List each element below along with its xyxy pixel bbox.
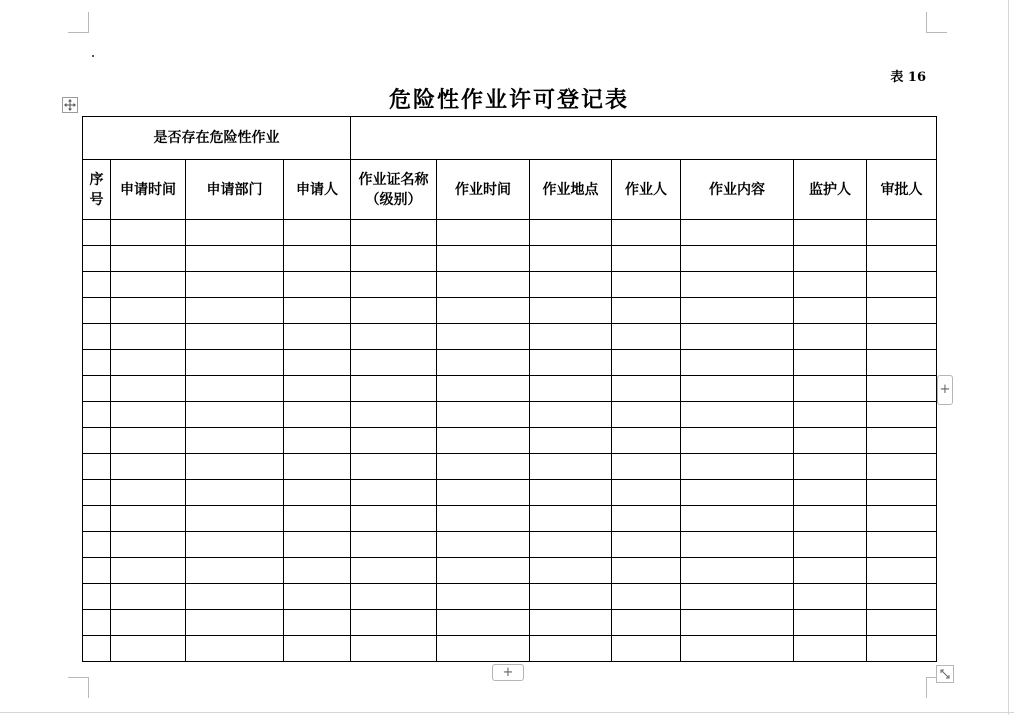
table-cell[interactable] [351,402,437,428]
table-cell[interactable] [351,506,437,532]
paragraph-dot [92,55,94,57]
table-cell[interactable] [612,454,681,480]
table-cell[interactable] [612,558,681,584]
table-cell[interactable] [351,610,437,636]
table-row [83,298,937,324]
table-cell[interactable] [867,220,937,246]
table-cell[interactable] [867,506,937,532]
table-cell[interactable] [284,454,351,480]
header-work-time: 作业时间 [437,160,530,220]
table-cell[interactable] [612,428,681,454]
table-cell[interactable] [794,584,867,610]
table-row [83,610,937,636]
margin-corner-bottom-left [68,677,89,698]
table-cell[interactable] [284,350,351,376]
table-code: 表 16 [890,70,926,85]
table-cell[interactable] [530,636,612,662]
margin-corner-top-left [68,12,89,33]
table-cell[interactable] [437,376,530,402]
table-cell[interactable] [83,506,111,532]
page-edge-right [1008,0,1009,715]
table-cell[interactable] [867,402,937,428]
table-resize-handle[interactable] [936,665,954,683]
table-cell[interactable] [437,272,530,298]
header-permit-name-line-1: 作业证名称 [358,171,429,188]
table-cell[interactable] [530,246,612,272]
table-cell[interactable] [111,220,186,246]
table-row [83,376,937,402]
header-permit-name [351,160,437,220]
table-cell[interactable] [612,350,681,376]
table-cell[interactable] [437,610,530,636]
table-cell[interactable] [437,454,530,480]
table-cell[interactable] [867,246,937,272]
table-cell[interactable] [681,220,794,246]
table-cell[interactable] [83,636,111,662]
table-cell[interactable] [794,558,867,584]
header-approver: 审批人 [867,160,937,220]
table-cell[interactable] [794,220,867,246]
table-row [83,220,937,246]
table-cell[interactable] [794,298,867,324]
table-cell[interactable] [794,506,867,532]
table-cell[interactable] [284,584,351,610]
table-cell[interactable] [437,350,530,376]
table-cell[interactable] [284,558,351,584]
header-apply-dept: 申请部门 [186,160,284,220]
hazard-question-answer-cell[interactable] [351,117,937,160]
table-cell[interactable] [681,298,794,324]
table-row [83,636,937,662]
table-cell[interactable] [351,272,437,298]
table-cell[interactable] [681,636,794,662]
table-cell[interactable] [351,246,437,272]
table-cell[interactable] [530,220,612,246]
table-cell[interactable] [437,324,530,350]
table-cell[interactable] [681,558,794,584]
table-cell[interactable] [186,584,284,610]
header-seq-line-2: 号 [89,191,104,208]
table-cell[interactable] [186,246,284,272]
table-cell[interactable] [83,428,111,454]
table-cell[interactable] [186,558,284,584]
table-cell[interactable] [83,272,111,298]
table-cell[interactable] [612,636,681,662]
table-cell[interactable] [186,454,284,480]
table-cell[interactable] [83,324,111,350]
table-cell[interactable] [437,636,530,662]
table-row [83,532,937,558]
table-cell[interactable] [681,610,794,636]
table-cell[interactable] [794,402,867,428]
table-cell[interactable] [612,506,681,532]
table-cell[interactable] [612,584,681,610]
table-cell[interactable] [867,532,937,558]
table-cell[interactable] [186,506,284,532]
table-cell[interactable] [530,584,612,610]
table-cell[interactable] [284,402,351,428]
table-cell[interactable] [111,610,186,636]
table-cell[interactable] [867,454,937,480]
table-cell[interactable] [351,584,437,610]
table-cell[interactable] [83,558,111,584]
table-cell[interactable] [794,480,867,506]
table-cell[interactable] [794,428,867,454]
table-cell[interactable] [83,454,111,480]
table-cell[interactable] [83,402,111,428]
table-cell[interactable] [612,480,681,506]
table-cell[interactable] [530,480,612,506]
table-cell[interactable] [83,532,111,558]
table-cell[interactable] [437,558,530,584]
table-cell[interactable] [186,220,284,246]
table-cell[interactable] [111,584,186,610]
table-cell[interactable] [351,376,437,402]
table-cell[interactable] [186,298,284,324]
table-cell[interactable] [867,610,937,636]
header-applicant: 申请人 [284,160,351,220]
table-cell[interactable] [351,324,437,350]
table-cell[interactable] [83,298,111,324]
table-cell[interactable] [284,480,351,506]
table-cell[interactable] [111,350,186,376]
table-row [83,558,937,584]
table-cell[interactable] [867,584,937,610]
header-seq [83,160,111,220]
table-cell[interactable] [612,220,681,246]
table-cell[interactable] [437,402,530,428]
table-cell[interactable] [530,454,612,480]
table-cell[interactable] [284,428,351,454]
diagonal-resize-icon [940,669,950,679]
table-cell[interactable] [186,324,284,350]
table-cell[interactable] [351,428,437,454]
table-row [83,350,937,376]
table-cell[interactable] [867,558,937,584]
table-cell[interactable] [284,506,351,532]
table-cell[interactable] [530,558,612,584]
table-cell[interactable] [867,376,937,402]
table-cell[interactable] [111,246,186,272]
table-cell[interactable] [794,324,867,350]
table-cell[interactable] [186,272,284,298]
table-cell[interactable] [186,532,284,558]
table-cell[interactable] [612,610,681,636]
header-seq-line-1: 序 [89,171,104,188]
table-cell[interactable] [111,506,186,532]
add-row-button[interactable]: + [492,664,524,681]
table-cell[interactable] [111,402,186,428]
table-cell[interactable] [437,428,530,454]
table-cell[interactable] [681,272,794,298]
table-cell[interactable] [437,298,530,324]
table-cell[interactable] [284,610,351,636]
table-cell[interactable] [794,272,867,298]
hazard-question-label: 是否存在危险性作业 [83,117,351,160]
table-cell[interactable] [681,324,794,350]
table-cell[interactable] [867,480,937,506]
table-cell[interactable] [681,480,794,506]
table-row [83,584,937,610]
table-cell[interactable] [83,350,111,376]
table-cell[interactable] [681,428,794,454]
table-cell[interactable] [530,506,612,532]
table-cell[interactable] [284,298,351,324]
table-cell[interactable] [351,636,437,662]
table-row [83,324,937,350]
table-cell[interactable] [284,220,351,246]
table-cell[interactable] [530,376,612,402]
table-cell[interactable] [530,532,612,558]
table-cell[interactable] [437,246,530,272]
table-cell[interactable] [612,272,681,298]
table-cell[interactable] [612,298,681,324]
table-cell[interactable] [612,246,681,272]
table-cell[interactable] [284,376,351,402]
header-guardian: 监护人 [794,160,867,220]
table-cell[interactable] [83,584,111,610]
table-cell[interactable] [186,610,284,636]
table-cell[interactable] [437,584,530,610]
table-cell[interactable] [111,558,186,584]
table-cell[interactable] [437,506,530,532]
table-cell[interactable] [83,220,111,246]
header-work-content: 作业内容 [681,160,794,220]
table-cell[interactable] [612,402,681,428]
table-cell[interactable] [867,636,937,662]
table-cell[interactable] [681,350,794,376]
table-cell[interactable] [681,506,794,532]
table-cell[interactable] [794,532,867,558]
table-cell[interactable] [794,350,867,376]
table-cell[interactable] [681,454,794,480]
table-cell[interactable] [111,298,186,324]
table-cell[interactable] [83,480,111,506]
hazard-question-row [83,117,937,160]
table-cell[interactable] [83,376,111,402]
table-cell[interactable] [530,350,612,376]
table-row [83,480,937,506]
table-cell[interactable] [111,636,186,662]
table-cell[interactable] [794,636,867,662]
table-cell[interactable] [437,480,530,506]
table-cell[interactable] [437,220,530,246]
table-cell[interactable] [351,480,437,506]
header-permit-name-line-2: （级别） [365,191,422,208]
permit-register-table [82,116,937,662]
table-row [83,454,937,480]
table-cell[interactable] [351,454,437,480]
table-cell[interactable] [284,272,351,298]
page-edge-bottom [0,712,1014,713]
table-cell[interactable] [681,532,794,558]
table-cell[interactable] [351,298,437,324]
table-cell[interactable] [867,324,937,350]
table-cell[interactable] [284,636,351,662]
header-work-location: 作业地点 [530,160,612,220]
table-row [83,246,937,272]
table-cell[interactable] [111,428,186,454]
table-cell[interactable] [681,584,794,610]
table-cell[interactable] [111,376,186,402]
move-arrows-icon [64,99,76,111]
table-cell[interactable] [186,376,284,402]
table-cell[interactable] [437,532,530,558]
table-cell[interactable] [867,272,937,298]
table-cell[interactable] [186,350,284,376]
table-cell[interactable] [111,480,186,506]
table-cell[interactable] [284,532,351,558]
add-column-button[interactable]: + [937,375,953,405]
table-cell[interactable] [867,428,937,454]
table-cell[interactable] [867,298,937,324]
table-cell[interactable] [681,402,794,428]
header-apply-time: 申请时间 [111,160,186,220]
table-cell[interactable] [186,428,284,454]
header-worker: 作业人 [612,160,681,220]
table-row [83,402,937,428]
table-row [83,506,937,532]
table-cell[interactable] [351,220,437,246]
table-cell[interactable] [612,532,681,558]
table-cell[interactable] [867,350,937,376]
table-move-handle[interactable] [62,97,78,113]
table-cell[interactable] [111,272,186,298]
table-cell[interactable] [111,532,186,558]
table-cell[interactable] [186,636,284,662]
table-cell[interactable] [83,246,111,272]
table-cell[interactable] [530,298,612,324]
table-cell[interactable] [794,246,867,272]
column-header-row [83,160,937,220]
table-cell[interactable] [284,324,351,350]
margin-corner-top-right [926,12,947,33]
table-row [83,428,937,454]
table-cell[interactable] [530,272,612,298]
table-cell[interactable] [681,246,794,272]
table-cell[interactable] [794,454,867,480]
table-cell[interactable] [83,610,111,636]
table-cell[interactable] [794,376,867,402]
table-cell[interactable] [612,324,681,350]
table-cell[interactable] [530,428,612,454]
table-cell[interactable] [186,480,284,506]
table-cell[interactable] [111,454,186,480]
page-title: 危险性作业许可登记表 [388,87,629,113]
table-cell[interactable] [530,610,612,636]
table-cell[interactable] [351,558,437,584]
table-cell[interactable] [530,402,612,428]
table-cell[interactable] [186,402,284,428]
table-cell[interactable] [681,376,794,402]
table-cell[interactable] [612,376,681,402]
table-cell[interactable] [351,532,437,558]
table-row [83,272,937,298]
table-cell[interactable] [351,350,437,376]
table-cell[interactable] [284,246,351,272]
table-cell[interactable] [530,324,612,350]
table-cell[interactable] [794,610,867,636]
table-cell[interactable] [111,324,186,350]
